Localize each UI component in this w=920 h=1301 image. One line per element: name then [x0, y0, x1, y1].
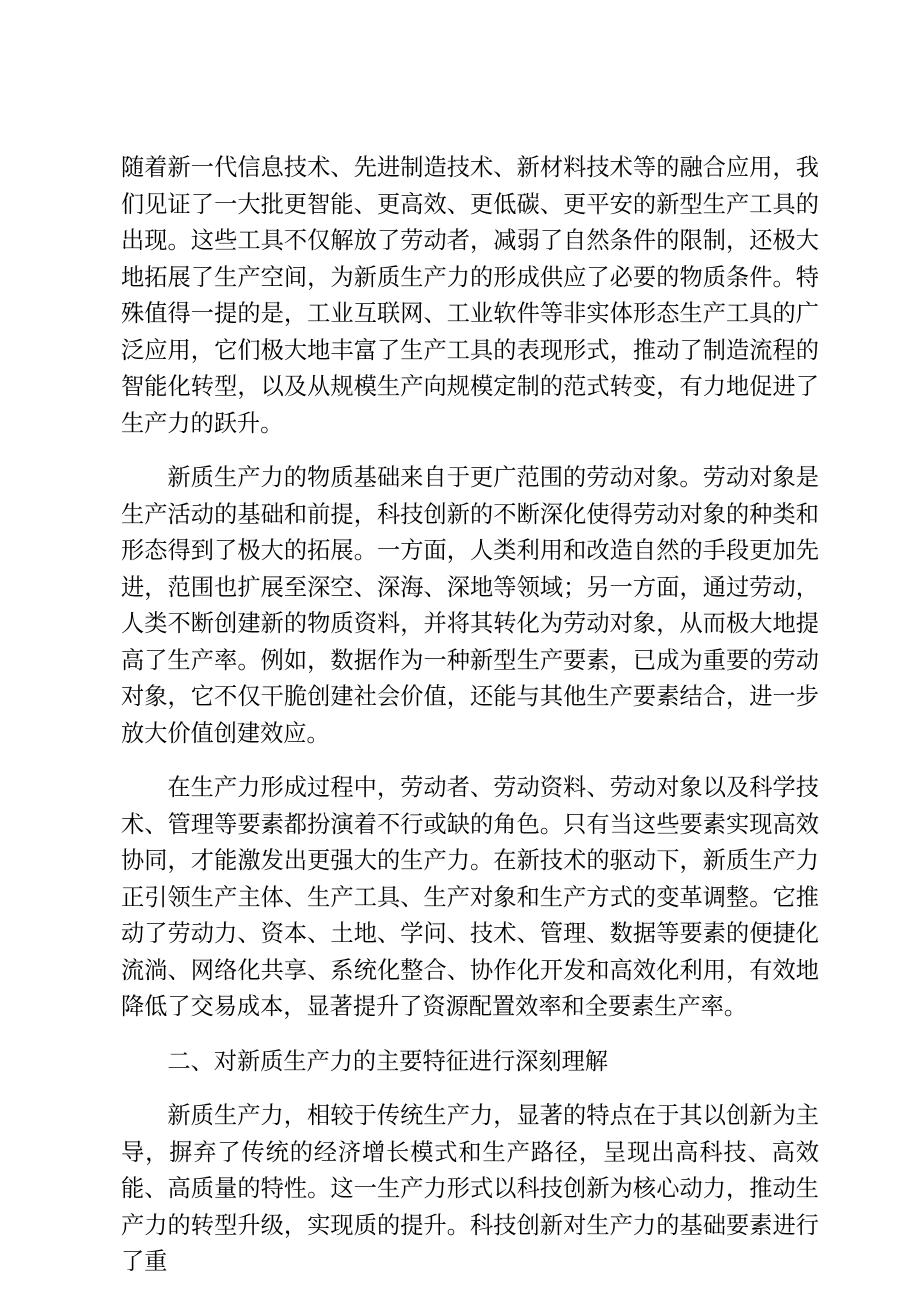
paragraph-production-tools: 随着新一代信息技术、先进制造技术、新材料技术等的融合应用，我们见证了一大批更智能、更高效、更低碳、更平安的新型生产工具的出现。这些工具不仅解放了劳动者，减弱了自然条件的限制，还极大地拓展了生产空间，为新质生产力的形成供应了必要的物质条件。特殊值得一提的是，工业互联网、工业软件等非实体形态生产工具的广泛应用，它们极大地丰富了生产工具的表现形式，推动了制造流程的智能化转型，以及从规模生产向规模定制的范式转变，有力地促进了生产力的跃升。	[121, 154, 819, 437]
document-page	[121, 150, 819, 1299]
section-heading: 二、对新质生产力的主要特征进行深刻理解	[167, 1047, 608, 1075]
paragraph-factor-synergy: 在生产力形成过程中，劳动者、劳动资料、劳动对象以及科学技术、管理等要素都扮演着不行或缺的角色。只有当这些要素实现高效协同，才能激发出更强大的生产力。在新技术的驱动下，新质生产力正引领生产主体、生产工具、生产对象和生产方式的变革调整。它推动了劳动力、资本、土地、学问、技术、管理、数据等要素的便捷化流淌、网络化共享、系统化整合、协作化开发和高效化利用，有效地降低了交易成本，显著提升了资源配置效率和全要素生产率。	[121, 774, 819, 1020]
paragraph-labor-objects: 新质生产力的物质基础来自于更广范围的劳动对象。劳动对象是生产活动的基础和前提，科技创新的不断深化使得劳动对象的种类和形态得到了极大的拓展。一方面，人类利用和改造自然的手段更加先进，范围也扩展至深空、深海、深地等领域；另一方面，通过劳动，人类不断创建新的物质资料，并将其转化为劳动对象，从而极大地提高了生产率。例如，数据作为一种新型生产要素，已成为重要的劳动对象，它不仅干脆创建社会价值，还能与其他生产要素结合，进一步放大价值创建效应。	[121, 464, 819, 747]
paragraph-innovation-feature: 新质生产力，相较于传统生产力，显著的特点在于其以创新为主导，摒弃了传统的经济增长模式和生产路径，呈现出高科技、高效能、高质量的特性。这一生产力形式以科技创新为核心动力，推动生产力的转型升级，实现质的提升。科技创新对生产力的基础要素进行了重	[121, 1102, 819, 1275]
